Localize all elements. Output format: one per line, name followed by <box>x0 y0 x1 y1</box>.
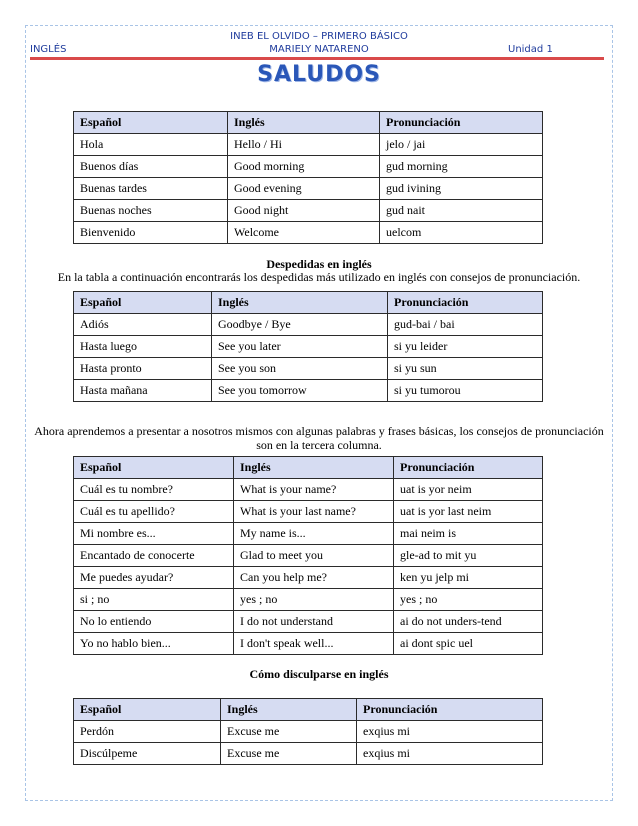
table-row <box>74 589 543 611</box>
cell-pronunciation: gle-ad to mit yu <box>394 545 543 567</box>
introductions-table <box>73 456 543 655</box>
cell-english: See you later <box>212 336 388 358</box>
table-row <box>74 336 543 358</box>
greetings-table <box>73 111 543 244</box>
cell-english: I don't speak well... <box>234 633 394 655</box>
cell-pronunciation: ai do not unders-tend <box>394 611 543 633</box>
table-row <box>74 545 543 567</box>
cell-spanish: Hola <box>74 134 228 156</box>
column-header-pronunciation: Pronunciación <box>380 112 543 134</box>
table-row <box>74 611 543 633</box>
cell-english: See you tomorrow <box>212 380 388 402</box>
header-teacher: MARIELY NATARENO <box>269 44 369 55</box>
cell-english: Good night <box>228 200 380 222</box>
table-row <box>74 358 543 380</box>
cell-english: See you son <box>212 358 388 380</box>
cell-pronunciation: gud-bai / bai <box>388 314 543 336</box>
cell-pronunciation: exqius mi <box>357 721 543 743</box>
column-header-pronunciation: Pronunciación <box>394 457 543 479</box>
column-header-english: Inglés <box>212 292 388 314</box>
header-subject: INGLÉS <box>30 44 67 55</box>
farewells-table <box>73 291 543 402</box>
column-header-spanish: Español <box>74 457 234 479</box>
cell-spanish: Buenas tardes <box>74 178 228 200</box>
cell-pronunciation: uat is yor last neim <box>394 501 543 523</box>
cell-pronunciation: ken yu jelp mi <box>394 567 543 589</box>
table-row <box>74 200 543 222</box>
header-school: INEB EL OLVIDO – PRIMERO BÁSICO <box>230 31 408 42</box>
cell-spanish: Cuál es tu apellido? <box>74 501 234 523</box>
table-row <box>74 567 543 589</box>
cell-english: Can you help me? <box>234 567 394 589</box>
cell-spanish: Mi nombre es... <box>74 523 234 545</box>
table-header-row <box>74 457 543 479</box>
cell-spanish: Buenos días <box>74 156 228 178</box>
introductions-intro-line2: son en la tercera columna. <box>256 438 382 452</box>
cell-pronunciation: gud ivining <box>380 178 543 200</box>
table-row <box>74 156 543 178</box>
cell-pronunciation: mai neim is <box>394 523 543 545</box>
column-header-pronunciation: Pronunciación <box>388 292 543 314</box>
header-rule <box>30 57 604 60</box>
cell-spanish: Hasta luego <box>74 336 212 358</box>
table-row <box>74 134 543 156</box>
cell-spanish: Buenas noches <box>74 200 228 222</box>
table-row <box>74 743 543 765</box>
introductions-intro-line1: Ahora aprendemos a presentar a nosotros mismos con algunas palabras y frases básicas, los consejos de pronunciación <box>34 424 604 438</box>
cell-spanish: Me puedes ayudar? <box>74 567 234 589</box>
cell-english: Good evening <box>228 178 380 200</box>
page-title: SALUDOS <box>257 62 381 87</box>
table-row <box>74 479 543 501</box>
cell-english: Excuse me <box>221 743 357 765</box>
cell-spanish: Perdón <box>74 721 221 743</box>
cell-pronunciation: gud morning <box>380 156 543 178</box>
cell-spanish: Cuál es tu nombre? <box>74 479 234 501</box>
cell-pronunciation: si yu tumorou <box>388 380 543 402</box>
cell-english: I do not understand <box>234 611 394 633</box>
cell-spanish: Bienvenido <box>74 222 228 244</box>
column-header-pronunciation: Pronunciación <box>357 699 543 721</box>
column-header-english: Inglés <box>228 112 380 134</box>
table-row <box>74 314 543 336</box>
cell-english: Glad to meet you <box>234 545 394 567</box>
apologies-heading: Cómo disculparse en inglés <box>249 667 389 681</box>
cell-pronunciation: uat is yor neim <box>394 479 543 501</box>
cell-pronunciation: exqius mi <box>357 743 543 765</box>
cell-english: Hello / Hi <box>228 134 380 156</box>
table-row <box>74 501 543 523</box>
cell-english: Good morning <box>228 156 380 178</box>
cell-english: My name is... <box>234 523 394 545</box>
table-header-row <box>74 699 543 721</box>
column-header-spanish: Español <box>74 112 228 134</box>
table-row <box>74 721 543 743</box>
cell-spanish: si ; no <box>74 589 234 611</box>
cell-pronunciation: gud nait <box>380 200 543 222</box>
cell-spanish: Hasta pronto <box>74 358 212 380</box>
cell-english: What is your last name? <box>234 501 394 523</box>
cell-english: yes ; no <box>234 589 394 611</box>
cell-english: Welcome <box>228 222 380 244</box>
farewells-heading: Despedidas en inglés <box>266 257 372 271</box>
table-row <box>74 523 543 545</box>
cell-english: Excuse me <box>221 721 357 743</box>
table-header-row <box>74 292 543 314</box>
column-header-english: Inglés <box>221 699 357 721</box>
column-header-english: Inglés <box>234 457 394 479</box>
cell-pronunciation: uelcom <box>380 222 543 244</box>
table-row <box>74 380 543 402</box>
column-header-spanish: Español <box>74 292 212 314</box>
header-unit: Unidad 1 <box>508 44 553 55</box>
table-row <box>74 633 543 655</box>
cell-pronunciation: yes ; no <box>394 589 543 611</box>
cell-pronunciation: si yu leider <box>388 336 543 358</box>
apologies-table <box>73 698 543 765</box>
cell-spanish: Discúlpeme <box>74 743 221 765</box>
cell-english: What is your name? <box>234 479 394 501</box>
cell-pronunciation: si yu sun <box>388 358 543 380</box>
farewells-intro: En la tabla a continuación encontrarás los despedidas más utilizado en inglés con consejos de pronunciación. <box>57 270 581 284</box>
table-row <box>74 178 543 200</box>
table-row <box>74 222 543 244</box>
cell-pronunciation: jelo / jai <box>380 134 543 156</box>
table-header-row <box>74 112 543 134</box>
cell-spanish: Yo no hablo bien... <box>74 633 234 655</box>
cell-spanish: Hasta mañana <box>74 380 212 402</box>
cell-spanish: No lo entiendo <box>74 611 234 633</box>
cell-pronunciation: ai dont spic uel <box>394 633 543 655</box>
cell-english: Goodbye / Bye <box>212 314 388 336</box>
cell-spanish: Adiós <box>74 314 212 336</box>
cell-spanish: Encantado de conocerte <box>74 545 234 567</box>
column-header-spanish: Español <box>74 699 221 721</box>
